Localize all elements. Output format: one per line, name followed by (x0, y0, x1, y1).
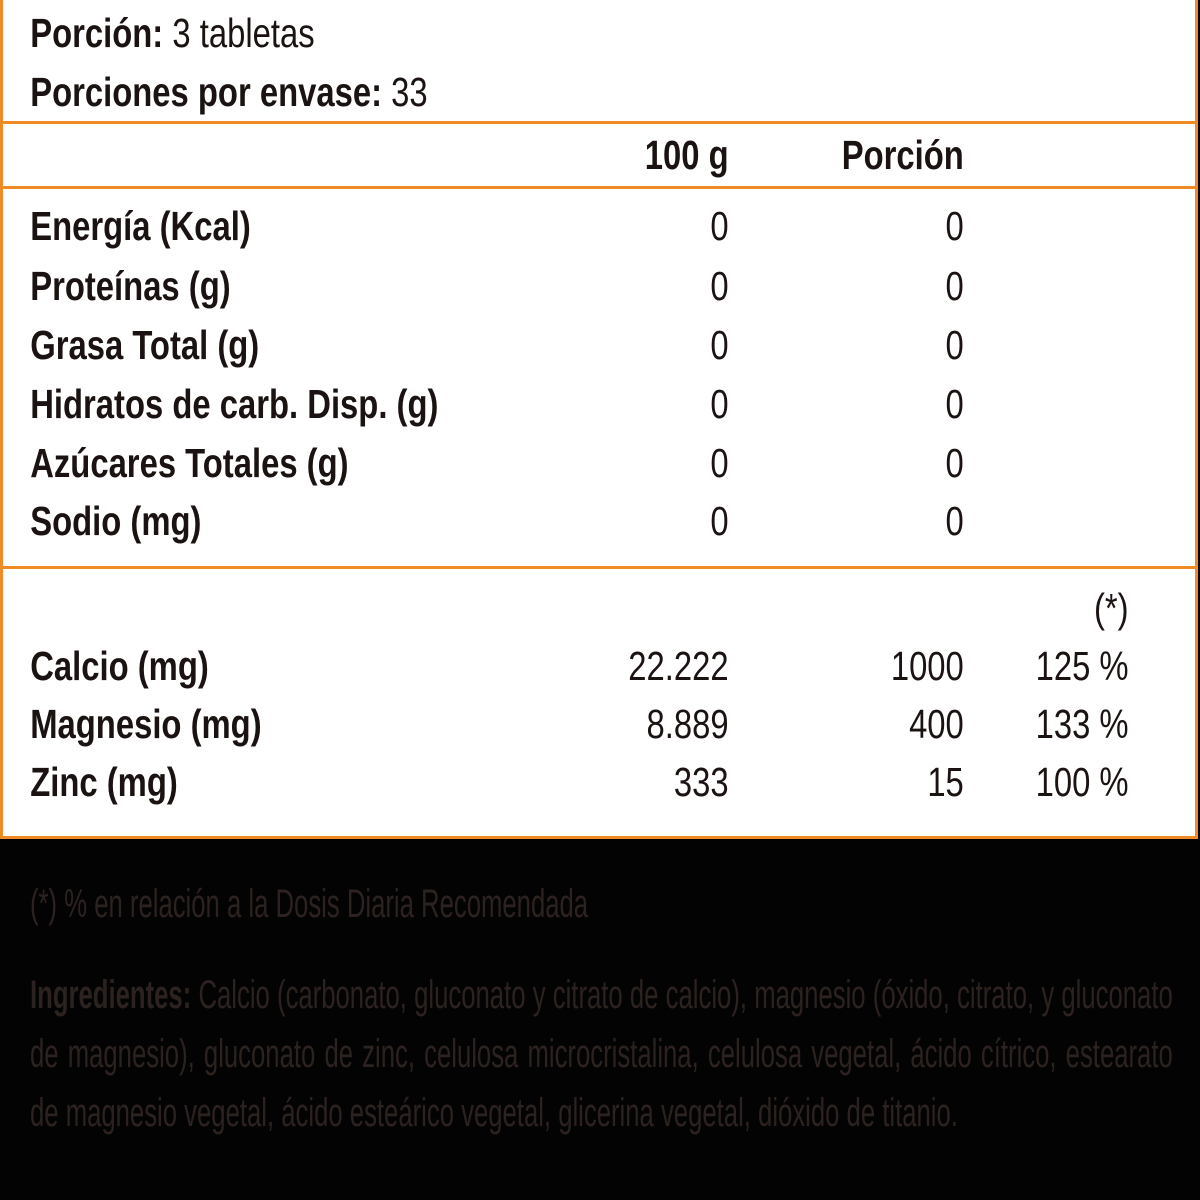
nutrient-per-100g: 0 (710, 263, 729, 309)
footer-section (0, 842, 1200, 1200)
nutrient-name: Azúcares Totales (g) (30, 440, 349, 486)
servings-per-container (30, 68, 427, 116)
serving-size (30, 9, 314, 57)
servings-per-container-label: Porciones por envase: (30, 69, 383, 115)
mineral-name: Calcio (mg) (30, 643, 209, 689)
nutrient-name: Energía (Kcal) (30, 203, 251, 249)
nutrient-per-100g: 0 (710, 498, 729, 544)
nutrient-per-serving: 0 (945, 498, 964, 544)
nutrient-per-serving: 0 (945, 381, 964, 427)
mineral-name: Magnesio (mg) (30, 701, 262, 747)
serving-size-label: Porción: (30, 10, 164, 56)
nutrient-per-serving: 0 (945, 322, 964, 368)
mineral-per-100g: 333 (673, 759, 729, 805)
nutrient-per-100g: 0 (710, 203, 729, 249)
nutrient-per-100g: 0 (710, 322, 729, 368)
mineral-per-serving: 1000 (890, 643, 964, 689)
ingredients-paragraph (30, 966, 1173, 1143)
footnote: (*) % en relación a la Dosis Diaria Recomendada (30, 882, 589, 926)
serving-size-value: 3 tabletas (172, 10, 315, 56)
nutrient-per-serving: 0 (945, 440, 964, 486)
mineral-per-serving: 15 (927, 759, 964, 805)
column-header-serving: Porción (841, 132, 964, 178)
nutrient-per-serving: 0 (945, 263, 964, 309)
nutrient-per-100g: 0 (710, 381, 729, 427)
ingredients-label: Ingredientes: (30, 973, 192, 1017)
nutrient-name: Proteínas (g) (30, 263, 231, 309)
daily-value-marker: (*) (1093, 585, 1129, 631)
nutrient-name: Sodio (mg) (30, 498, 202, 544)
column-header-100g: 100 g (644, 132, 729, 178)
servings-per-container-value: 33 (391, 69, 428, 115)
mineral-daily-value: 133 % (1035, 701, 1129, 747)
nutrient-name: Hidratos de carb. Disp. (g) (30, 381, 439, 427)
mineral-per-100g: 8.889 (646, 701, 729, 747)
mineral-daily-value: 100 % (1035, 759, 1129, 805)
ingredients-text: Calcio (carbonato, gluconato y citrato de calcio), magnesio (óxido, citrato, y gluconato de magnesio), gluconato de zinc, celulosa microcristalina, celulosa vegetal, ácido cítrico, estearato de magnesio vegetal, ácido esteárico vegetal, glicerina vegetal, dióxido de titanio. (30, 973, 1173, 1135)
nutrient-per-100g: 0 (710, 440, 729, 486)
mineral-per-serving: 400 (909, 701, 964, 747)
mineral-name: Zinc (mg) (30, 759, 178, 805)
nutrient-per-serving: 0 (945, 203, 964, 249)
mineral-per-100g: 22.222 (628, 643, 729, 689)
mineral-daily-value: 125 % (1035, 643, 1129, 689)
nutrient-name: Grasa Total (g) (30, 322, 260, 368)
